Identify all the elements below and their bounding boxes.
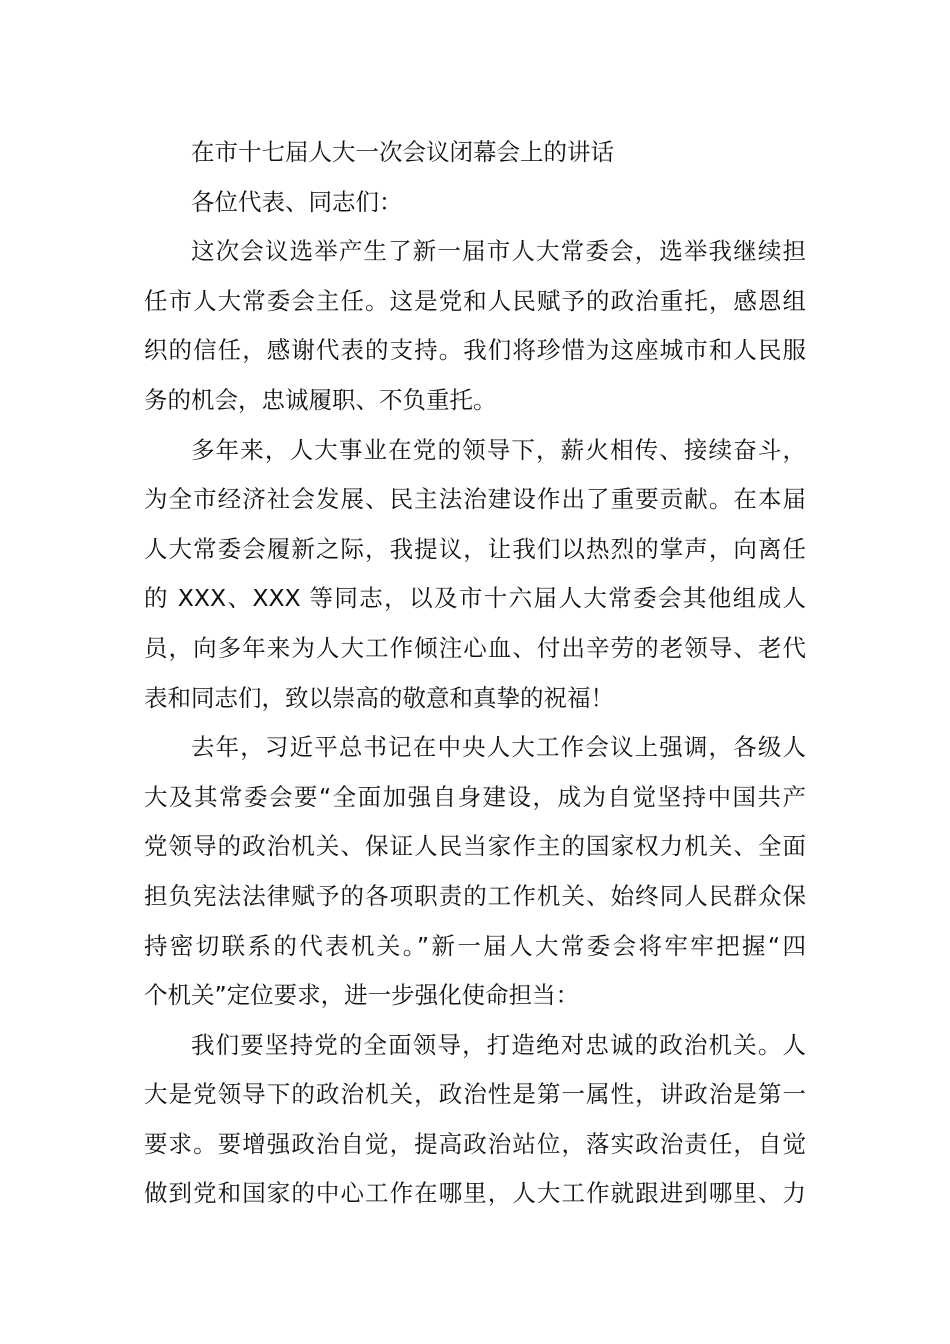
paragraph-3-line-2: 大及其常委会要“全面加强自身建设，成为自觉坚持中国共产 [144, 782, 806, 811]
paragraph-3-line-3: 党领导的政治机关、保证人民当家作主的国家权力机关、全面 [144, 832, 806, 861]
paragraph-2-line-2: 为全市经济社会发展、民主法治建设作出了重要贡献。在本届 [144, 485, 806, 514]
paragraph-4-line-2: 大是党领导下的政治机关，政治性是第一属性，讲政治是第一 [144, 1080, 806, 1109]
paragraph-4-line-1: 我们要坚持党的全面领导，打造绝对忠诚的政治机关。人 [191, 1030, 806, 1059]
paragraph-3-line-5: 持密切联系的代表机关。”新一届人大常委会将牢牢把握“四 [144, 931, 806, 960]
paragraph-2-line-3: 人大常委会履新之际，我提议，让我们以热烈的掌声，向离任 [144, 534, 806, 563]
paragraph-2-line-6: 表和同志们，致以崇高的敬意和真挚的祝福！ [144, 683, 614, 712]
paragraph-1-line-2: 任市人大常委会主任。这是党和人民赋予的政治重托，感恩组 [144, 286, 806, 315]
paragraph-2-line-1: 多年来，人大事业在党的领导下，薪火相传、接续奋斗， [191, 435, 806, 464]
paragraph-4-line-4: 做到党和国家的中心工作在哪里，人大工作就跟进到哪里、力 [144, 1179, 806, 1208]
document-title: 在市十七届人大一次会议闭幕会上的讲话 [191, 138, 614, 166]
salutation: 各位代表、同志们： [191, 187, 403, 216]
document-body [144, 128, 806, 1219]
paragraph-1-line-4: 务的机会，忠诚履职、不负重托。 [144, 385, 497, 414]
paragraph-2-line-4: 的 XXX、XXX 等同志，以及市十六届人大常委会其他组成人 [144, 584, 806, 613]
paragraph-3-line-1: 去年，习近平总书记在中央人大工作会议上强调，各级人 [191, 733, 806, 762]
paragraph-4-line-3: 要求。要增强政治自觉，提高政治站位，落实政治责任，自觉 [144, 1129, 806, 1158]
paragraph-2-line-5: 员，向多年来为人大工作倾注心血、付出辛劳的老领导、老代 [144, 633, 806, 662]
paragraph-1-line-1: 这次会议选举产生了新一届市人大常委会，选举我继续担 [191, 237, 806, 266]
paragraph-1-line-3: 织的信任，感谢代表的支持。我们将珍惜为这座城市和人民服 [144, 336, 806, 365]
paragraph-3-line-6: 个机关”定位要求，进一步强化使命担当： [144, 981, 580, 1010]
paragraph-3-line-4: 担负宪法法律赋予的各项职责的工作机关、始终同人民群众保 [144, 881, 806, 910]
